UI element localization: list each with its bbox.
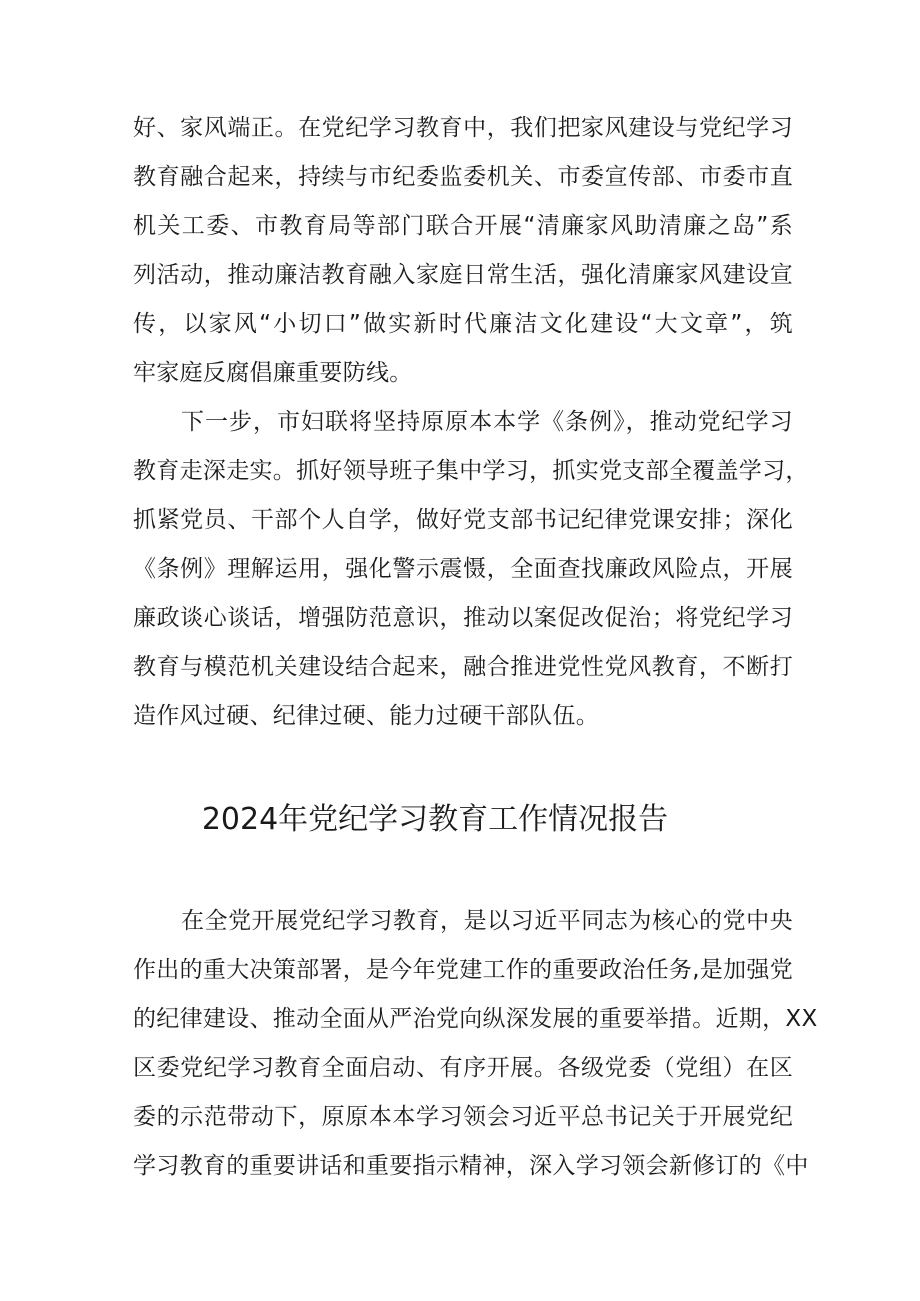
text-line: 牢家庭反腐倡廉重要防线。 (133, 360, 413, 386)
text-line: 造作风过硬、纪律过硬、能力过硬干部队伍。 (133, 703, 599, 729)
text-line: 抓紧党员、干部个人自学，做好党支部书记纪律党课安排；深化 (133, 507, 793, 533)
text-line: 在全党开展党纪学习教育，是以习近平同志为核心的党中央 (181, 908, 793, 934)
text-line: 的纪律建设、推动全面从严治党向纵深发展的重要举措。近期，XX (133, 1006, 818, 1032)
text-line: 列活动，推动廉洁教育融入家庭日常生活，强化清廉家风建设宣 (133, 262, 793, 288)
text-line: 教育与模范机关建设结合起来，融合推进党性党风教育，不断打 (133, 654, 793, 680)
text-line: 《条例》理解运用，强化警示震慑，全面查找廉政风险点，开展 (133, 556, 793, 582)
text-line: 作出的重大决策部署，是今年党建工作的重要政治任务,是加强党 (133, 957, 794, 983)
text-line: 机关工委、市教育局等部门联合开展“清廉家风助清廉之岛”系 (133, 213, 793, 239)
text-line: 委的示范带动下，原原本本学习领会习近平总书记关于开展党纪 (133, 1104, 793, 1130)
text-line: 下一步，市妇联将坚持原原本本学《条例》，推动党纪学习 (181, 409, 793, 435)
text-line: 传，以家风“小切口”做实新时代廉洁文化建设“大文章”，筑 (133, 311, 793, 337)
report-title: 2024年党纪学习教育工作情况报告 (201, 802, 669, 837)
text-line: 教育走深走实。抓好领导班子集中学习，抓实党支部全覆盖学习， (133, 458, 809, 484)
text-line: 好、家风端正。在党纪学习教育中，我们把家风建设与党纪学习 (133, 115, 793, 141)
text-line: 廉政谈心谈话，增强防范意识，推动以案促改促治；将党纪学习 (133, 605, 793, 631)
text-line: 区委党纪学习教育全面启动、有序开展。各级党委（党组）在区 (133, 1055, 793, 1081)
text-line: 学习教育的重要讲话和重要指示精神，深入学习领会新修订的《中 (133, 1153, 809, 1179)
text-line: 教育融合起来，持续与市纪委监委机关、市委宣传部、市委市直 (133, 164, 793, 190)
